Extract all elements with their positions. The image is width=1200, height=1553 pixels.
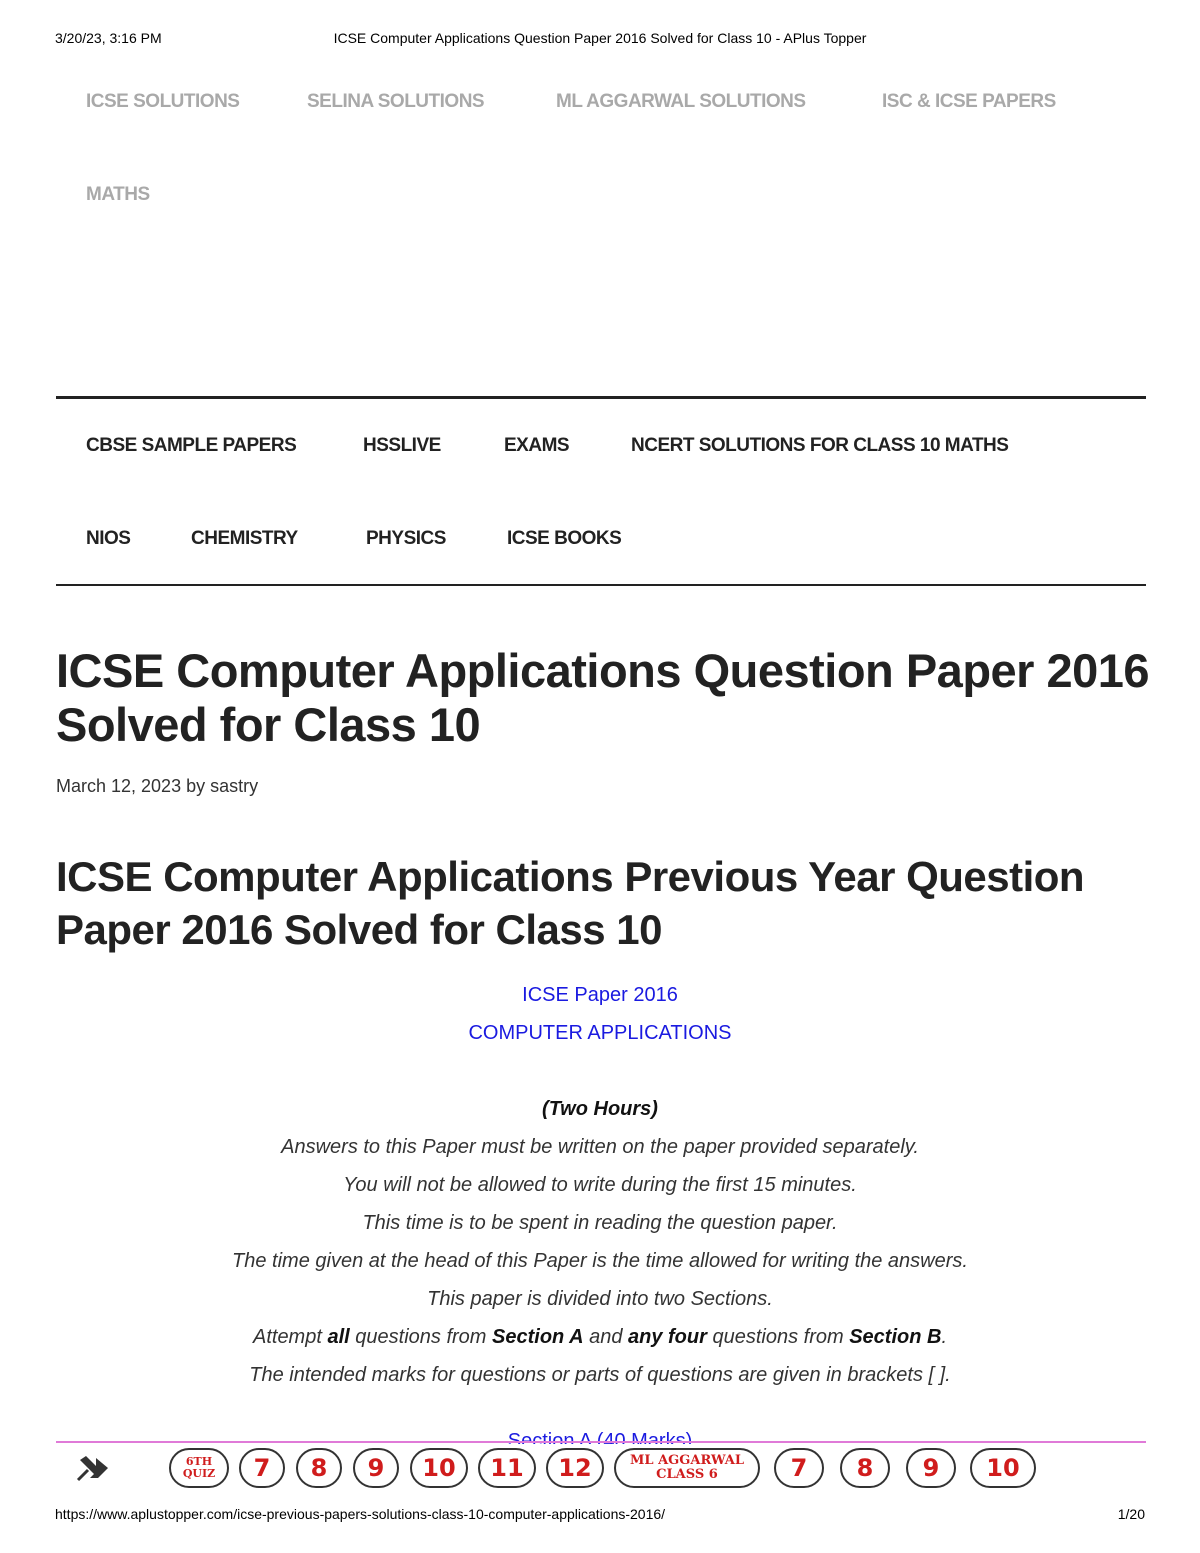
quick-link-class-11[interactable]: 11 — [478, 1448, 536, 1488]
nav-link-physics[interactable]: PHYSICS — [366, 528, 446, 549]
article-heading: ICSE Computer Applications Previous Year Question Paper 2016 Solved for Class 10 — [56, 853, 1085, 953]
print-doc-title: ICSE Computer Applications Question Paper 2016 Solved for Class 10 - APlus Topper — [333, 30, 867, 46]
page-number: 1/20 — [1117, 1506, 1145, 1522]
nav-divider-bottom — [56, 584, 1146, 586]
print-header — [55, 30, 1145, 50]
computer-applications-link[interactable]: COMPUTER APPLICATIONS — [468, 1022, 732, 1044]
nav-link-nios[interactable]: NIOS — [86, 528, 131, 549]
quick-link-class-7[interactable]: 7 — [239, 1448, 285, 1488]
nav-link-icse-solutions[interactable]: ICSE SOLUTIONS — [86, 91, 240, 112]
icse-paper-link[interactable]: ICSE Paper 2016 — [522, 984, 678, 1006]
instruction-line: This paper is divided into two Sections. — [427, 1288, 773, 1310]
print-footer — [55, 1506, 1145, 1522]
nav-link-icse-books[interactable]: ICSE BOOKS — [507, 528, 622, 549]
nav-divider-top — [56, 396, 1146, 399]
quick-link-ml-aggarwal-class-6[interactable]: ML AGGARWAL CLASS 6 — [614, 1448, 760, 1488]
nav-link-chemistry[interactable]: CHEMISTRY — [191, 528, 298, 549]
exam-duration: (Two Hours) — [542, 1098, 658, 1120]
quick-link-class-10[interactable]: 10 — [410, 1448, 468, 1488]
nav-link-maths[interactable]: MATHS — [86, 184, 150, 205]
quick-link-class-9[interactable]: 9 — [353, 1448, 399, 1488]
nav-link-ncert-solutions[interactable]: NCERT SOLUTIONS FOR CLASS 10 MATHS — [631, 435, 1009, 456]
print-datetime: 3/20/23, 3:16 PM — [55, 30, 162, 46]
quick-link-ml-class-7[interactable]: 7 — [774, 1448, 824, 1488]
marks-note: The intended marks for questions or parts of questions are given in brackets [ ]. — [249, 1364, 951, 1386]
nav-link-hsslive[interactable]: HSSLIVE — [363, 435, 441, 456]
instruction-line: The time given at the head of this Paper is the time allowed for writing the answers. — [232, 1250, 968, 1272]
quick-link-6th-quiz[interactable]: 6TH QUIZ — [169, 1448, 229, 1488]
nav-link-exams[interactable]: EXAMS — [504, 435, 570, 456]
instruction-line: You will not be allowed to write during the first 15 minutes. — [343, 1174, 857, 1196]
quick-link-class-8[interactable]: 8 — [296, 1448, 342, 1488]
nav-link-cbse-sample-papers[interactable]: CBSE SAMPLE PAPERS — [86, 435, 297, 456]
nav-link-selina-solutions[interactable]: SELINA SOLUTIONS — [307, 91, 485, 112]
paper-links — [0, 982, 1200, 1058]
page-title: ICSE Computer Applications Question Paper 2016 Solved for Class 10 — [56, 644, 1150, 751]
quick-link-ml-class-9[interactable]: 9 — [906, 1448, 956, 1488]
quick-link-ml-class-10[interactable]: 10 — [970, 1448, 1036, 1488]
attempt-instruction: Attempt all questions from Section A and any four questions from Section B. — [252, 1326, 948, 1348]
instruction-line: This time is to be spent in reading the question paper. — [362, 1212, 838, 1234]
sticky-bar-border — [56, 1441, 1146, 1443]
post-meta: March 12, 2023 by sastry — [56, 776, 259, 796]
nav-link-isc-icse-papers[interactable]: ISC & ICSE PAPERS — [882, 91, 1056, 112]
nav-link-ml-aggarwal-solutions[interactable]: ML AGGARWAL SOLUTIONS — [556, 91, 806, 112]
pin-off-icon[interactable] — [74, 1454, 110, 1484]
quick-link-ml-class-8[interactable]: 8 — [840, 1448, 890, 1488]
instruction-line: Answers to this Paper must be written on the paper provided separately. — [281, 1136, 919, 1158]
exam-instructions — [0, 1090, 1200, 1394]
page-url: https://www.aplustopper.com/icse-previous-papers-solutions-class-10-computer-applications-2016/ — [55, 1506, 666, 1522]
sticky-quick-links-bar — [56, 1444, 1146, 1492]
quick-link-class-12[interactable]: 12 — [546, 1448, 604, 1488]
